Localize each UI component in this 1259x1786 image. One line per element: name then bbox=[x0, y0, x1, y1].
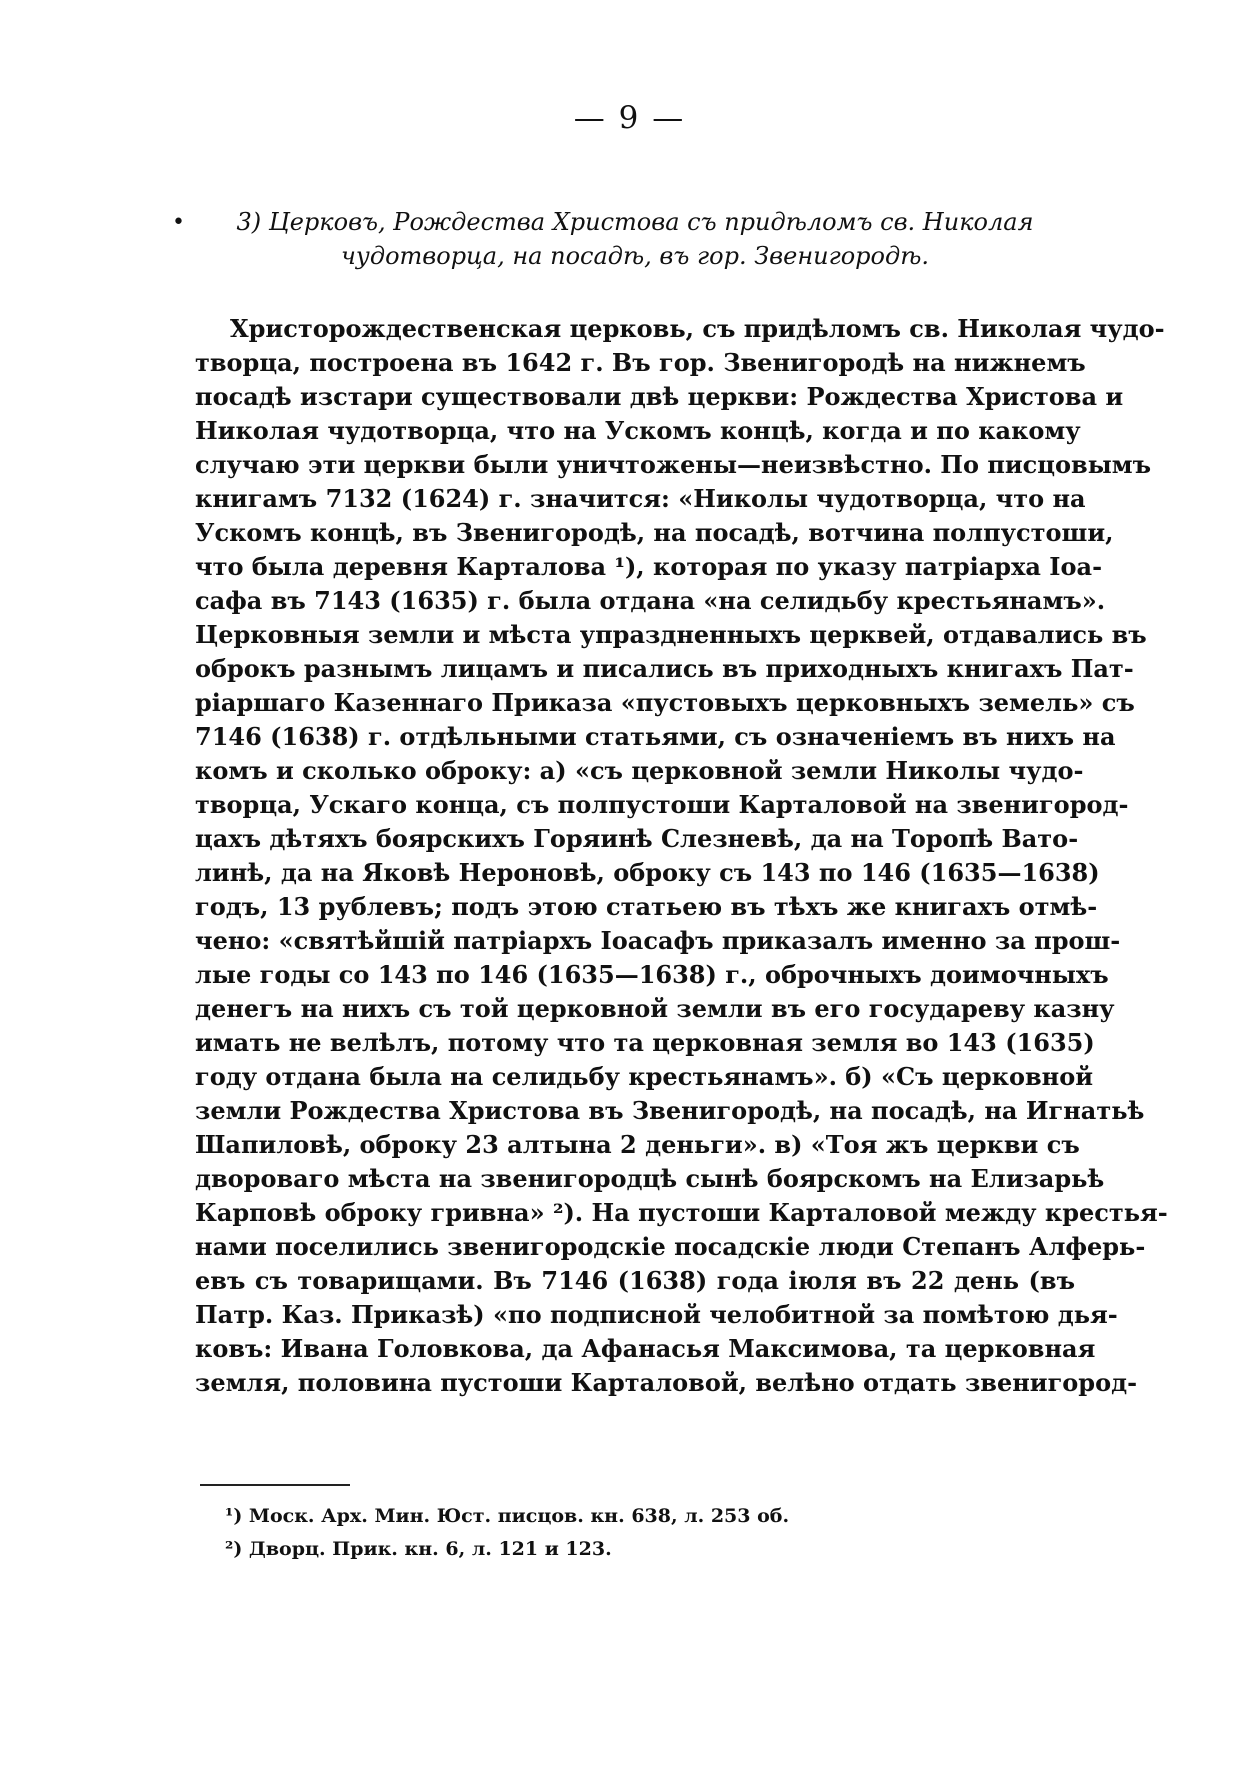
body-line: земля, половина пустоши Карталовой, велѣно отдать звенигород- bbox=[195, 1368, 1138, 1397]
body-line: оброкъ разнымъ лицамъ и писались въ приходныхъ книгахъ Пат- bbox=[195, 654, 1134, 683]
body-line: Шапиловѣ, оброку 23 алтына 2 деньги». в) «Тоя жъ церкви съ bbox=[195, 1130, 1080, 1159]
body-line: ріаршаго Казеннаго Приказа «пустовыхъ церковныхъ земель» съ bbox=[195, 688, 1135, 717]
body-line: денегъ на нихъ съ той церковной земли въ его государеву казну bbox=[195, 994, 1115, 1023]
body-line: Ускомъ концѣ, въ Звенигородѣ, на посадѣ, вотчина полпустоши, bbox=[195, 518, 1114, 547]
heading-line: чудотворца, на посадѣ, въ гор. Звенигородѣ. bbox=[341, 242, 929, 270]
body-line: годъ, 13 рублевъ; подъ этою статьею въ тѣхъ же книгахъ отмѣ- bbox=[195, 892, 1098, 921]
footnote-2: ²) Дворц. Прик. кн. 6, л. 121 и 123. bbox=[225, 1538, 612, 1560]
body-line: земли Рождества Христова въ Звенигородѣ, на посадѣ, на Игнатьѣ bbox=[195, 1096, 1145, 1125]
body-line: имать не велѣлъ, потому что та церковная земля во 143 (1635) bbox=[195, 1028, 1095, 1057]
body-line: посадѣ изстари существовали двѣ церкви: Рождества Христова и bbox=[195, 382, 1124, 411]
body-line: ковъ: Ивана Головкова, да Афанасья Максимова, та церковная bbox=[195, 1334, 1096, 1363]
body-line: Карповѣ оброку гривна» ²). На пустоши Карталовой между крестья- bbox=[195, 1198, 1168, 1227]
body-line: творца, Ускаго конца, съ полпустоши Карталовой на звенигород- bbox=[195, 790, 1129, 819]
body-line: Христорождественская церковь, съ придѣломъ св. Николая чудо- bbox=[230, 314, 1165, 343]
body-line: комъ и сколько оброку: а) «съ церковной земли Николы чудо- bbox=[195, 756, 1084, 785]
body-line: Церковныя земли и мѣста упраздненныхъ церквей, отдавались въ bbox=[195, 620, 1147, 649]
body-line: линѣ, да на Яковѣ Нероновѣ, оброку съ 143 по 146 (1635—1638) bbox=[195, 858, 1100, 887]
section-heading bbox=[210, 205, 1060, 273]
body-line: Патр. Каз. Приказѣ) «по подписной челобитной за помѣтою дья- bbox=[195, 1300, 1118, 1329]
body-line: 7146 (1638) г. отдѣльными статьями, съ означеніемъ въ нихъ на bbox=[195, 722, 1116, 751]
footnotes bbox=[225, 1500, 789, 1566]
body-line: чено: «святѣйшій патріархъ Іоасафъ приказалъ именно за прош- bbox=[195, 926, 1121, 955]
body-line: сафа въ 7143 (1635) г. была отдана «на селидьбу крестьянамъ». bbox=[195, 586, 1106, 615]
body-line: году отдана была на селидьбу крестьянамъ». б) «Съ церковной bbox=[195, 1062, 1094, 1091]
body-line: евъ съ товарищами. Въ 7146 (1638) года іюля въ 22 день (въ bbox=[195, 1266, 1075, 1295]
heading-line: 3) Церковъ, Рождества Христова съ придѣломъ св. Николая bbox=[236, 208, 1034, 236]
body-text bbox=[195, 312, 1168, 1400]
footnote-rule bbox=[200, 1484, 350, 1486]
stray-mark: • bbox=[172, 210, 185, 235]
body-line: творца, построена въ 1642 г. Въ гор. Звенигородѣ на нижнемъ bbox=[195, 348, 1086, 377]
footnote-1: ¹) Моск. Арх. Мин. Юст. писцов. кн. 638, л. 253 об. bbox=[225, 1505, 790, 1527]
body-line: Николая чудотворца, что на Ускомъ концѣ, когда и по какому bbox=[195, 416, 1081, 445]
body-line: книгамъ 7132 (1624) г. значится: «Николы чудотворца, что на bbox=[195, 484, 1086, 513]
body-line: случаю эти церкви были уничтожены—неизвѣстно. По писцовымъ bbox=[195, 450, 1152, 479]
body-line: что была деревня Карталова ¹), которая по указу патріарха Іоа- bbox=[195, 552, 1103, 581]
body-line: лые годы со 143 по 146 (1635—1638) г., оброчныхъ доимочныхъ bbox=[195, 960, 1109, 989]
body-line: нами поселились звенигородскіе посадскіе люди Степанъ Алферь- bbox=[195, 1232, 1146, 1261]
body-line: цахъ дѣтяхъ боярскихъ Горяинѣ Слезневѣ, да на Торопѣ Вато- bbox=[195, 824, 1079, 853]
page-number: — 9 — bbox=[573, 100, 686, 136]
body-line: двороваго мѣста на звенигородцѣ сынѣ боярскомъ на Елизарьѣ bbox=[195, 1164, 1105, 1193]
